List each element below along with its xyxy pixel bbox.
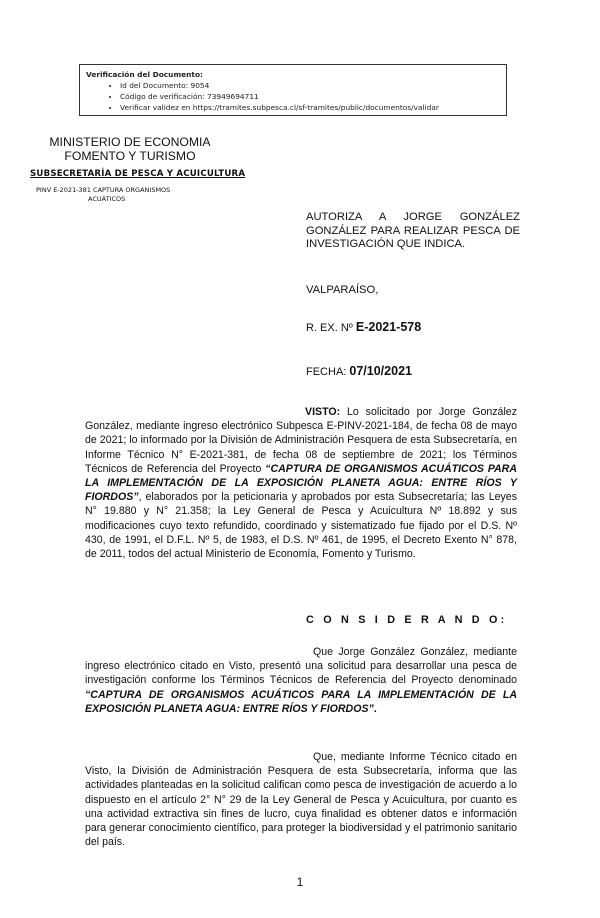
considerando-paragraph-1: [85, 645, 517, 716]
considerando-p2-text: Que, mediante Informe Técnico citado en Visto, la División de Administración Pesquera de esta Subsecretaría, informa que las actividades planteadas en la solicitud califican como pesca de investigación de acuerdo a lo dispuesto en el artículo 2° N° 29 de la Ley General de Pesca y Acuicultura, por cuanto es una actividad extractiva sin fines de lucro, cuya finalidad es obtener datos e información para generar conocimiento científico, para proteger la biodiversidad y el patrimonio sanitario del país.: [85, 751, 517, 849]
ministry-heading: [40, 135, 220, 163]
resolution-number: [306, 320, 421, 334]
verification-list: [86, 80, 500, 113]
rex-label: R. EX. Nº: [306, 322, 353, 334]
resolution-place: VALPARAÍSO,: [306, 284, 379, 296]
considerando-p1-text: Que Jorge González González, mediante ingreso electrónico citado en Visto, presentó una solicitud para desarrollar una pesca de investigación conforme los Términos Técnicos de Referencia del Proyecto denominado: [85, 646, 517, 687]
visto-label: VISTO:: [305, 406, 341, 418]
fecha-value: 07/10/2021: [349, 364, 412, 378]
fecha-label: FECHA:: [306, 366, 347, 378]
pinv-line-2: ACUÁTICOS: [88, 195, 126, 203]
verification-code: • Código de verificación: 73949694711: [120, 91, 500, 102]
ministry-line-1: MINISTERIO DE ECONOMIA: [49, 135, 211, 149]
considerando-p1-project: “CAPTURA DE ORGANISMOS ACUÁTICOS PARA LA IMPLEMENTACIÓN DE LA EXPOSICIÓN PLANETA AGUA: ENTRE RÍOS Y FIORDOS”: [85, 688, 517, 715]
considerando-paragraph-2: [85, 750, 517, 849]
considerando-p1-end: .: [373, 702, 377, 715]
subsecretaria-heading: SUBSECRETARÍA DE PESCA Y ACUICULTURA: [30, 169, 246, 179]
visto-text-b: , elaborados por la peticionaria y aprobados por esta Subsecretaría; las Leyes N° 19.880 y N° 21.358; la Ley General de Pesca y Acuicultura Nº 18.892 y sus modificaciones cuyo texto refundido, coordinado y sistematizado fue fijado por el D.S. Nº 430, de 1991, el D.F.L. Nº 5, de 1983, el D.S. Nº 461, de 1995, el Decreto Exento N° 878, de 2011, todos del actual Ministerio de Economía, Fomento y Turismo.: [85, 491, 517, 561]
considerando-heading: C O N S I D E R A N D O:: [306, 614, 508, 626]
rex-number: E-2021-578: [355, 320, 422, 334]
resolution-date: [306, 364, 412, 378]
visto-paragraph: [85, 405, 517, 561]
verification-url: • Verificar validez en https://tramites.subpesca.cl/sf-tramites/public/documentos/validar: [120, 102, 500, 113]
ministry-line-2: FOMENTO Y TURISMO: [64, 149, 196, 163]
resolution-summary: AUTORIZA A JORGE GONZÁLEZ GONZÁLEZ PARA REALIZAR PESCA DE INVESTIGACIÓN QUE INDICA.: [306, 211, 520, 250]
visto-text-a: Lo solicitado por Jorge González González, mediante ingreso electrónico Subpesca E-PINV-2021-184, de fecha 08 de mayo de 2021; lo informado por la División de Administración Pesquera de esta Subsecretaría, en Informe Técnico N° E-2021-381, de fecha 08 de septiembre de 2021; los Términos Técnicos de Referencia del Proyecto: [85, 406, 517, 475]
pinv-reference: [36, 186, 226, 204]
visto-project: “CAPTURA DE ORGANISMOS ACUÁTICOS PARA LA IMPLEMENTACIÓN DE LA EXPOSICIÓN PLANETA AGUA: ENTRE RÍOS Y FIORDOS”: [85, 462, 517, 504]
verification-id: • Id del Documento: 9054: [120, 80, 500, 91]
verification-title: Verificación del Documento:: [86, 70, 203, 79]
pinv-line-1: PINV E-2021-381 CAPTURA ORGANISMOS: [36, 186, 171, 194]
page-number: 1: [296, 875, 304, 889]
verification-box: [79, 64, 507, 116]
